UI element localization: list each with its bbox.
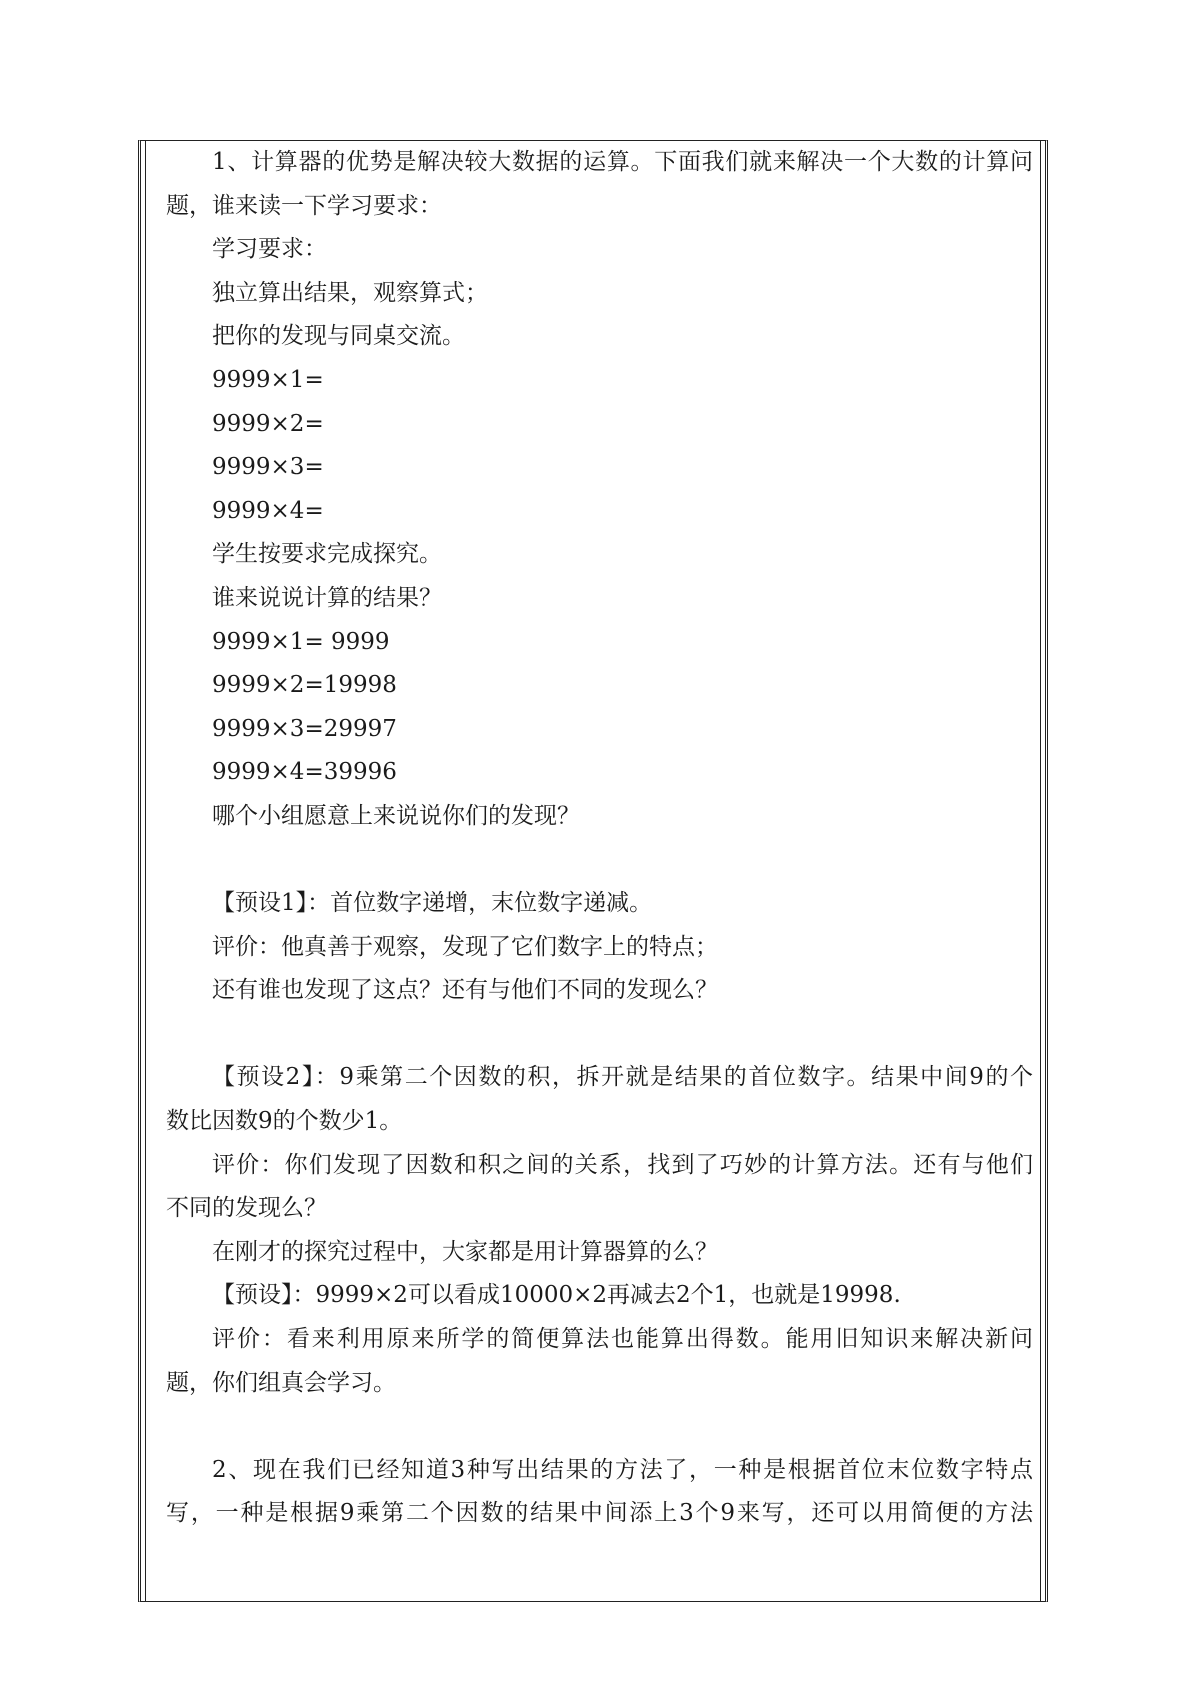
text-line: 9999×2=19998: [212, 672, 397, 699]
text-line: 在刚才的探究过程中，大家都是用计算器算的么？: [212, 1238, 718, 1265]
text-line: 不同的发现么？: [166, 1195, 327, 1222]
text-line: 9999×4=39996: [212, 759, 397, 786]
text-line: 还有谁也发现了这点？还有与他们不同的发现么？: [212, 977, 718, 1004]
document-frame: [138, 140, 1048, 1602]
text-line: 题，谁来读一下学习要求：: [166, 192, 442, 219]
text-line: 评价：你们发现了因数和积之间的关系，找到了巧妙的计算方法。还有与他们: [212, 1151, 1033, 1178]
text-line: 把你的发现与同桌交流。: [212, 323, 465, 350]
text-line: 2、现在我们已经知道3种写出结果的方法了，一种是根据首位末位数字特点: [212, 1456, 1033, 1483]
text-line: 评价：他真善于观察，发现了它们数字上的特点；: [212, 933, 718, 960]
text-line: 独立算出结果，观察算式；: [212, 279, 488, 306]
text-line: 【预设2】：9乘第二个因数的积，拆开就是结果的首位数字。结果中间9的个: [212, 1064, 1033, 1091]
text-line: 谁来说说计算的结果？: [212, 584, 442, 611]
blank-line: [166, 839, 1033, 883]
text-line: 学生按要求完成探究。: [212, 541, 442, 568]
blank-line: [166, 1013, 1033, 1057]
blank-line: [166, 1405, 1033, 1449]
text-line: 【预设1】：首位数字递增，末位数字递减。: [212, 890, 653, 917]
text-line: 【预设】：9999×2可以看成10000×2再减去2个1，也就是19998.: [212, 1282, 901, 1309]
text-line: 学习要求：: [212, 236, 327, 263]
text-line: 题，你们组真会学习。: [166, 1369, 396, 1396]
text-line: 9999×3=29997: [212, 715, 397, 742]
text-line: 9999×3=: [212, 454, 324, 481]
text-line: 写，一种是根据9乘第二个因数的结果中间添上3个9来写，还可以用简便的方法: [166, 1500, 1033, 1527]
text-line: 9999×1=: [212, 366, 324, 393]
text-line: 9999×4=: [212, 497, 324, 524]
text-line: 9999×2=: [212, 410, 324, 437]
text-line: 哪个小组愿意上来说说你们的发现？: [212, 802, 580, 829]
text-line: 数比因数9的个数少1。: [166, 1108, 403, 1135]
text-line: 9999×1= 9999: [212, 628, 390, 655]
document-body: [166, 141, 1033, 1536]
text-line: 1、计算器的优势是解决较大数据的运算。下面我们就来解决一个大数的计算问: [212, 149, 1033, 175]
text-line: 评价：看来利用原来所学的简便算法也能算出得数。能用旧知识来解决新问: [212, 1326, 1033, 1353]
